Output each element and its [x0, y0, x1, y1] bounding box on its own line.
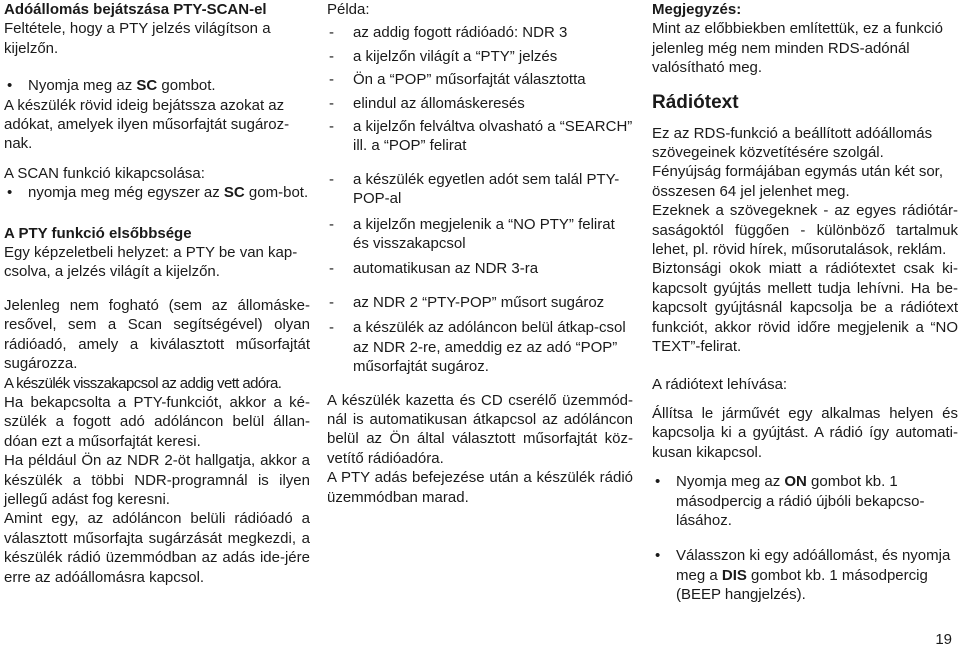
dash-item: - a kijelzőn megjelenik a “NO PTY” felirat és visszakapcsol — [327, 215, 633, 254]
heading-pty-priority: A PTY funkció elsőbbsége — [4, 224, 192, 242]
paragraph: Amint egy, az adóláncon belüli rádióadó a választott műsorfajta sugárzását megkezdi, a készülék rádió üzemmódban az adás ide-jére erre az adóállomásra kapcsol. — [4, 510, 310, 586]
heading-note: Megjegyzés: — [652, 1, 742, 18]
dash-item: - a kijelzőn felváltva olvasható a “SEARCH” ill. a “POP” felirat — [327, 117, 633, 156]
paragraph: A készülék visszakapcsol az addig vett adóra. — [4, 374, 282, 392]
paragraph: Ez az RDS-funkció a beállított adóállomás szövegeinek közvetítésére szolgál. — [652, 124, 933, 162]
paragraph: A rádiótext lehívása: — [652, 375, 788, 393]
dash-item: - az addig fogott rádióadó: NDR 3 — [327, 23, 633, 42]
dash-item: - az NDR 2 “PTY-POP” műsort sugároz — [327, 293, 633, 312]
bullet-item: • Nyomja meg az SC gombot. — [4, 76, 310, 95]
page-number: 19 — [935, 631, 952, 648]
heading-pty-scan: Adóállomás bejátszása PTY-SCAN-el — [4, 1, 267, 18]
dash-item: - a kijelzőn világít a “PTY” jelzés — [327, 47, 633, 66]
paragraph: Jelenleg nem fogható (sem az állomáske-resővel, sem a Scan segítségével) olyan rádióadó, amely a kiválasztott műsorfajtát sugározza. — [4, 296, 310, 373]
heading-radiotext: Rádiótext — [652, 91, 739, 113]
paragraph: Ha például Ön az NDR 2-öt hallgatja, akkor a készülék a többi NDR-programnál is ilyen jellegű adást fog keresni. — [4, 452, 310, 508]
bullet-item: • Nyomja meg az ON gombot kb. 1 másodpercig a rádió újbóli bekapcso-lásához. — [652, 472, 958, 530]
dash-item: - elindul az állomáskeresés — [327, 94, 633, 113]
dash-item: - a készülék egyetlen adót sem talál PTY-POP-al — [327, 170, 633, 209]
paragraph: A készülék rövid ideig bejátssza azokat az adókat, amelyek ilyen műsorfajtát sugároz-nak. — [4, 96, 290, 153]
paragraph: Állítsa le járművét egy alkalmas helyen és kapcsolja ki a gyújtást. A rádió így automati-kusan kikapcsol. — [652, 404, 958, 461]
paragraph: Mint az előbbiekben említettük, ez a funkció jelenleg még nem minden RDS-adónál valósítható meg. — [652, 20, 943, 77]
paragraph: A készülék kazetta és CD cserélő üzemmód-nál is automatikusan átkapcsol az adóláncon belül az Ön által választott műsorfajtát köz-vetítő rádióadóra. — [327, 391, 633, 467]
example-label: Példa: — [327, 1, 370, 18]
paragraph: Feltétele, hogy a PTY jelzés világítson a kijelzőn. — [4, 20, 271, 57]
column-2 — [327, 0, 633, 507]
bullet-item: • nyomja meg még egyszer az SC gom-bot. — [4, 183, 310, 202]
paragraph: A PTY adás befejezése után a készülék rádió üzemmódban marad. — [327, 469, 633, 506]
paragraph: Egy képzeletbeli helyzet: a PTY be van kap-csolva, a jelzés világít a kijelzőn. — [4, 244, 298, 281]
paragraph: Fényújság formájában egymás után két sor, összesen 64 jel jelenhet meg. — [652, 163, 943, 200]
column-3 — [652, 0, 958, 605]
paragraph: A SCAN funkció kikapcsolása: — [4, 164, 205, 182]
paragraph: Ha bekapcsolta a PTY-funkciót, akkor a ké-szülék a fogott adó adóláncon belül állan-dóan ezt a műsorfajtát keresi. — [4, 393, 310, 450]
dash-item: - a készülék az adóláncon belül átkap-csol az NDR 2-re, ameddig ez az adó “POP” műsorfajtát sugároz. — [327, 318, 633, 376]
bullet-item: • Válasszon ki egy adóállomást, és nyomja meg a DIS gombot kb. 1 másodpercig (BEEP hangjelzés). — [652, 546, 958, 604]
column-1 — [4, 0, 310, 587]
paragraph: Biztonsági okok miatt a rádiótextet csak ki-kapcsolt gyújtás mellett tudja lehívni. Ha be-kapcsolt gyújtásnál kapcsolja be a rádiótext funkciót, akkor rövid időre megjelenik a “NO TEXT”-felirat. — [652, 260, 958, 356]
paragraph: Ezeknek a szövegeknek - az egyes rádiótár-saságoktól függően - különböző tartalmuk lehet, pl. rövid hírek, műsorutalások, reklám. — [652, 202, 958, 259]
dash-item: - Ön a “POP” műsorfajtát választotta — [327, 70, 633, 89]
dash-item: - automatikusan az NDR 3-ra — [327, 259, 633, 278]
